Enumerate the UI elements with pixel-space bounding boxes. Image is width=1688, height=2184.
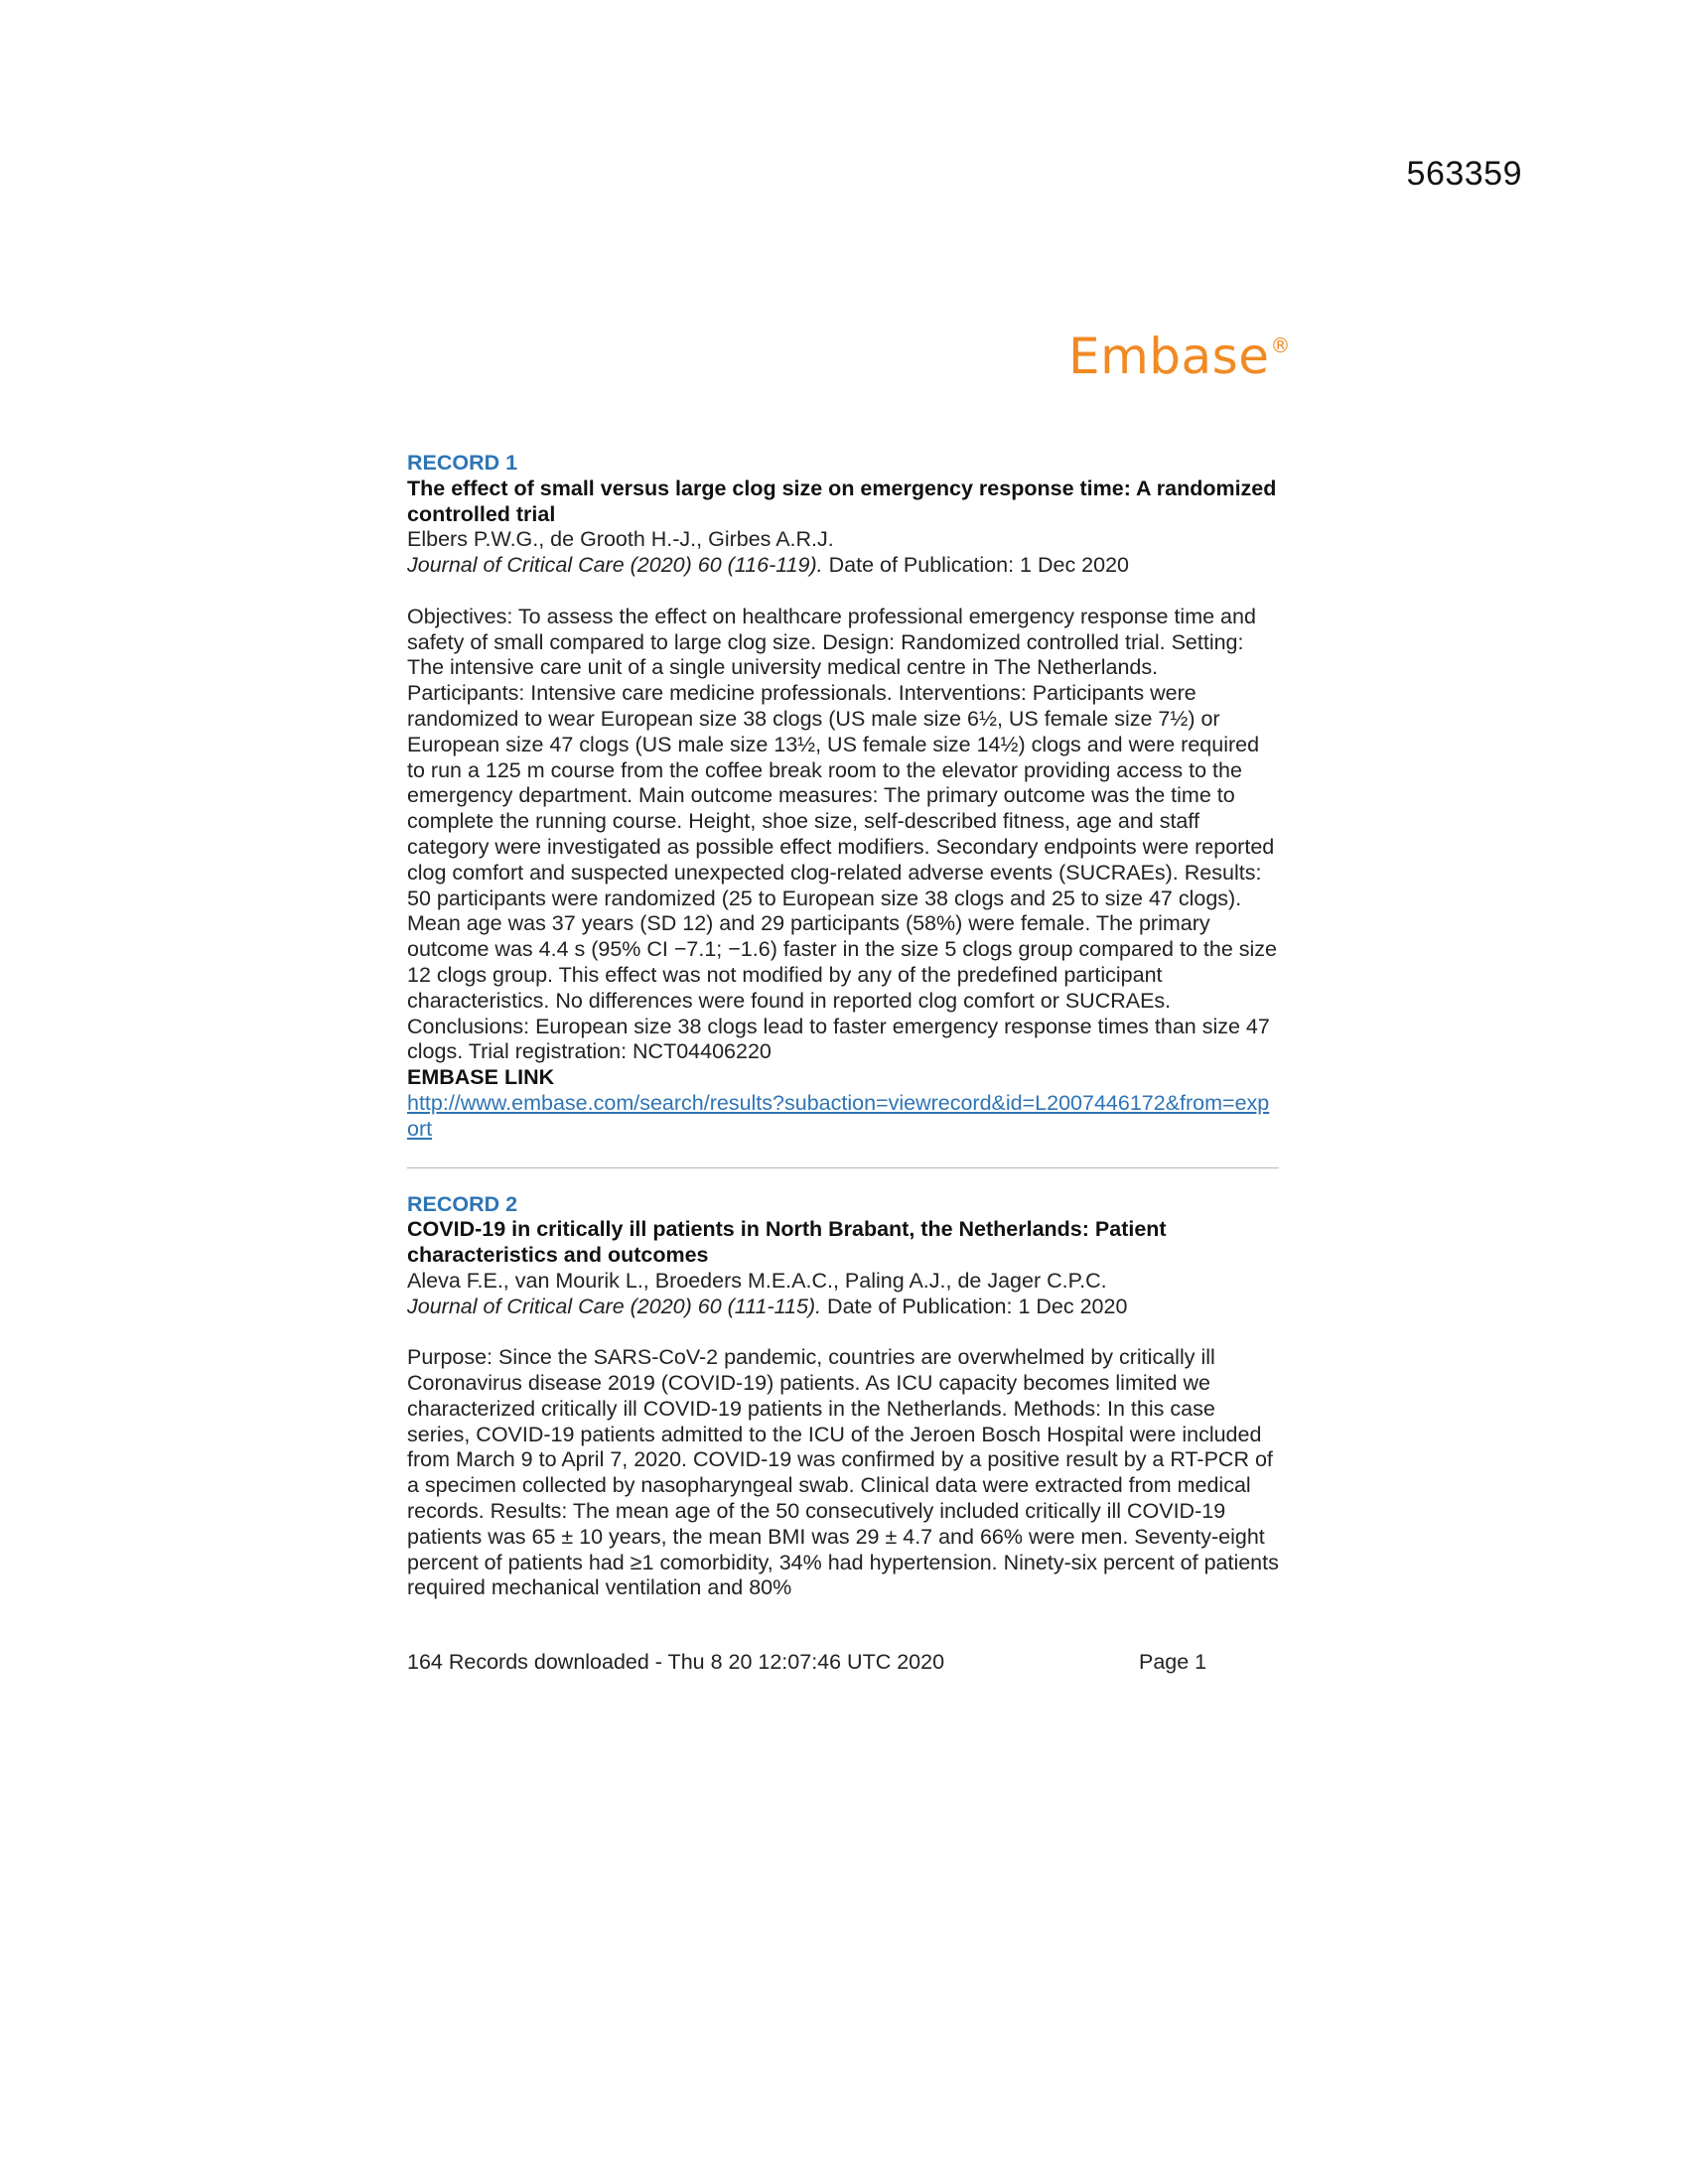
record-authors: Aleva F.E., van Mourik L., Broeders M.E.A.C., Paling A.J., de Jager C.P.C. <box>407 1268 1107 1293</box>
records-list <box>407 451 1281 1600</box>
record-label: RECORD 1 <box>407 451 518 475</box>
page-number: Page 1 <box>1139 1650 1207 1674</box>
record-title: The effect of small versus large clog size on emergency response time: A randomized controlled trial <box>407 476 1277 526</box>
logo-text: Embase <box>1068 328 1270 385</box>
journal-reference: Journal of Critical Care (2020) 60 (116-119). <box>407 553 823 578</box>
publication-date: Date of Publication: 1 Dec 2020 <box>822 553 1130 578</box>
page-footer <box>407 1650 1281 1675</box>
registered-mark: ® <box>1270 334 1291 357</box>
record-authors: Elbers P.W.G., de Grooth H.-J., Girbes A.R.J. <box>407 527 834 552</box>
record-citation <box>407 553 1281 579</box>
journal-reference: Journal of Critical Care (2020) 60 (111-115). <box>407 1294 822 1318</box>
record <box>407 451 1281 1143</box>
embase-logo <box>1068 328 1291 385</box>
record-divider <box>407 1167 1279 1168</box>
records-download-info: 164 Records downloaded - Thu 8 20 12:07:46 UTC 2020 <box>407 1650 945 1674</box>
record-abstract: Purpose: Since the SARS-CoV-2 pandemic, countries are overwhelmed by critically ill Coronavirus disease 2019 (COVID-19) patients. As ICU capacity becomes limited we characterized critically ill COVID-19 patients in the Netherlands. Methods: In this case series, COVID-19 patients admitted to the ICU of the Jeroen Bosch Hospital were included from March 9 to April 7, 2020. COVID-19 was confirmed by a positive result by a RT-PCR of a specimen collected by nasopharyngeal swab. Clinical data were extracted from medical records. Results: The mean age of the 50 consecutively included critically ill COVID-19 patients was 65 ± 10 years, the mean BMI was 29 ± 4.7 and 66% were men. Seventy-eight percent of patients had ≥1 comorbidity, 34% had hypertension. Ninety-six percent of patients required mechanical ventilation and 80% <box>407 1345 1279 1600</box>
record <box>407 1191 1281 1600</box>
embase-link-label: EMBASE LINK <box>407 1065 555 1090</box>
embase-link[interactable]: http://www.embase.com/search/results?subaction=viewrecord&id=L2007446172&from=export <box>407 1090 1270 1141</box>
record-title: COVID-19 in critically ill patients in North Brabant, the Netherlands: Patient characteristics and outcomes <box>407 1217 1167 1268</box>
record-abstract: Objectives: To assess the effect on healthcare professional emergency response time and safety of small compared to large clog size. Design: Randomized controlled trial. Setting: The intensive care unit of a single university medical centre in The Netherlands. Participants: Intensive care medicine professionals. Interventions: Participants were randomized to wear European size 38 clogs (US male size 6½, US female size 7½) or European size 47 clogs (US male size 13½, US female size 14½) clogs and were required to run a 125 m course from the coffee break room to the elevator providing access to the emergency department. Main outcome measures: The primary outcome was the time to complete the running course. Height, shoe size, self-described fitness, age and staff category were investigated as possible effect modifiers. Secondary endpoints were reported clog comfort and suspected unexpected clog-related adverse events (SUCRAEs). Results: 50 participants were randomized (25 to European size 38 clogs and 25 to size 47 clogs). Mean age was 37 years (SD 12) and 29 participants (58%) were female. The primary outcome was 4.4 s (95% CI −7.1; −1.6) faster in the size 5 clogs group compared to the size 12 clogs group. This effect was not modified by any of the predefined participant characteristics. No differences were found in reported clog comfort or SUCRAEs. Conclusions: European size 38 clogs lead to faster emergency response times than size 47 clogs. Trial registration: NCT04406220 <box>407 604 1277 1064</box>
publication-date: Date of Publication: 1 Dec 2020 <box>821 1294 1128 1318</box>
record-label: RECORD 2 <box>407 1191 518 1216</box>
document-id: 563359 <box>1406 155 1522 193</box>
record-citation <box>407 1295 1281 1320</box>
